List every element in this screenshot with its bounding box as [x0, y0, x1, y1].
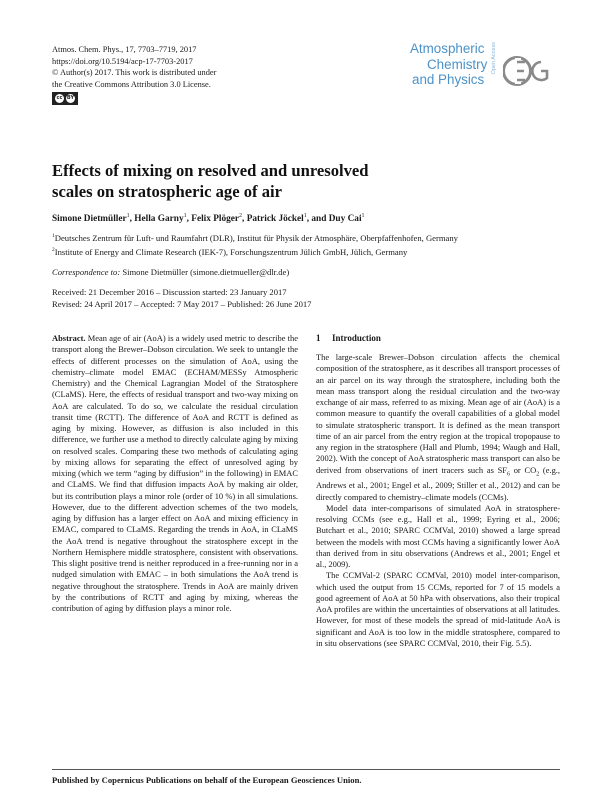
- title-line: scales on stratospheric age of air: [52, 182, 282, 201]
- date-line: Received: 21 December 2016 – Discussion started: 23 January 2017: [52, 287, 287, 297]
- section-heading: [316, 333, 381, 343]
- correspondence-email[interactable]: Simone Dietmüller (simone.dietmueller@dlr.de): [120, 267, 290, 277]
- citation-line: © Author(s) 2017. This work is distributed under: [52, 68, 217, 77]
- author-name[interactable]: Simone Dietmüller: [52, 214, 127, 225]
- affiliation: $^1$Deutsches Zentrum für Luft- und Raumfahrt (DLR), Institut für Physik der Atmosphäre, Oberpfaffenhofen, Germany: [52, 232, 458, 243]
- journal-line: Chemistry: [427, 56, 488, 72]
- journal-name: [410, 41, 487, 88]
- abstract: [52, 333, 298, 614]
- date-line: Revised: 24 April 2017 – Accepted: 7 May 2017 – Published: 26 June 2017: [52, 298, 312, 309]
- author-name[interactable]: Duy Cai: [328, 214, 362, 225]
- affiliation: $^2$Institute of Energy and Climate Research (IEK-7), Forschungszentrum Jülich GmbH, Jülich, Germany: [52, 246, 408, 257]
- journal-line: and Physics: [412, 72, 485, 87]
- journal-line: Atmospheric: [410, 41, 485, 56]
- author-name[interactable]: Hella Garny: [134, 214, 184, 225]
- article-title: [52, 160, 412, 202]
- section-title: Introduction: [332, 333, 381, 343]
- paragraph: The large-scale Brewer–Dobson circulation affects the chemical composition of the stratosphere, as it describes all transport processes of an air parcel on its way through the stratosphere, including both the mean mass transport along the residual circulation and the two-way exchange of air mass, referred to as mixing. Mean age of air (AoA) is a common measure to quantify the overall capabilities of a global model to simulate stratospheric transport. It is defined as the mean transport time of an air parcel from the entry region at the tropical tropopause to any region in the stratosphere (Hall and Plumb, 1994; Waugh and Hall, 2002). With the concept of AoA stratospheric mass transport can also be derived from observations of inert tracers such as $SF_6$ or $CO_2$ (e.g., Andrews et al., 2001; Engel et al., 2009; Stiller et al., 2012) and can be directly compared to chemistry–climate models (CCMs).: [316, 352, 561, 502]
- correspondence: [52, 267, 289, 277]
- section-number: 1: [316, 333, 321, 343]
- citation-line: Atmos. Chem. Phys., 17, 7703–7719, 2017: [52, 45, 197, 54]
- affiliations: [52, 230, 458, 258]
- publication-dates: [52, 287, 311, 311]
- correspondence-label: Correspondence to:: [52, 267, 121, 277]
- doi-link[interactable]: https://doi.org/10.5194/acp-17-7703-2017: [52, 56, 193, 66]
- publisher-footer: Published by Copernicus Publications on behalf of the European Geosciences Union.: [52, 775, 362, 785]
- egu-logo-icon: [503, 54, 559, 88]
- introduction-body: [316, 352, 560, 649]
- title-line: Effects of mixing on resolved and unresolved: [52, 161, 369, 180]
- author-list: Simone Dietmüller$^1$, Hella Garny$^1$, Felix Plöger$^2$, Patrick Jöckel$^1$, and Duy Cai$^1$: [52, 213, 365, 225]
- author-name[interactable]: Patrick Jöckel: [246, 214, 304, 225]
- paragraph: Model data inter-comparisons of simulated AoA in stratosphere-resolving CCMs (see e.g., Hall et al., 1999; Eyring et al., 2006; Butchart et al., 2010; SPARC CCMVal, 2010) showed a large spread between the models with most CCMs having a significantly lower AoA than derived from in situ observations (Andrews et al., 2001; Engel et al., 2009).: [316, 502, 560, 570]
- citation-block: [52, 44, 312, 105]
- paragraph: The CCMVal-2 (SPARC CCMVal, 2010) model inter-comparison, which used the output from 15 CCMs, reported for 7 of 15 models a good agreement of AoA at 50 hPa with observations, also their tropical AoA profiles are within the uncertainties of observations at all latitudes. However, for most of these models the spread of mid-latitude AoA is significant and AoA is too low in the middle stratosphere, compared to in situ observations (see SPARC CCMVal, 2010, their Fig. 5.5).: [316, 570, 560, 648]
- cc-by-icon[interactable]: cc BY: [52, 92, 78, 105]
- abstract-label: Abstract.: [52, 333, 86, 343]
- open-access-label: Open Access: [491, 42, 497, 75]
- abstract-text: Mean age of air (AoA) is a widely used metric to describe the transport along the Brewer–Dobson circulation. We seek to untangle the effects of different processes on the simulation of AoA, using the chemistry–climate model EMAC (ECHAM/MESSy Atmospheric Chemistry) and the Chemical Lagrangian Model of the Stratosphere (CLaMS). Here, the effects of residual transport and two-way mixing on AoA are calculated. To do so, we calculate the residual circulation transit time (RCTT). The difference of AoA and RCTT is defined as aging by mixing. However, as diffusion is also included in this difference, we further use a method to directly calculate aging by mixing on resolved scales. Comparing these two methods of calculating aging by mixing allows for separating the effect of unresolved aging by mixing (which we term “aging by diffusion” in the following) in EMAC and CLaMS. We find that diffusion impacts AoA by making air older, but its contribution plays a minor role (order of 10 %) in all simulations. However, due to the different advection schemes of the two models, aging by diffusion has a larger effect on AoA and mixing efficiency in EMAC, compared to CLaMS. Regarding the trends in AoA, in CLaMS the AoA trend is negative throughout the stratosphere except in the Northern Hemisphere middle stratosphere, consistent with observations. This slight positive trend is neither reproduced in a free-running nor in a nudged simulation with EMAC – in both simulations the AoA trend is negative throughout the stratosphere. Trends in AoA are mainly driven by the contributions of RCTT and aging by mixing, whereas the contribution of aging by diffusion plays a minor role.: [52, 333, 298, 613]
- footer-divider: [52, 769, 560, 770]
- license-link[interactable]: the Creative Commons Attribution 3.0 License.: [52, 79, 211, 89]
- egu-logo: [503, 54, 559, 93]
- author-name[interactable]: Felix Plöger: [191, 214, 240, 225]
